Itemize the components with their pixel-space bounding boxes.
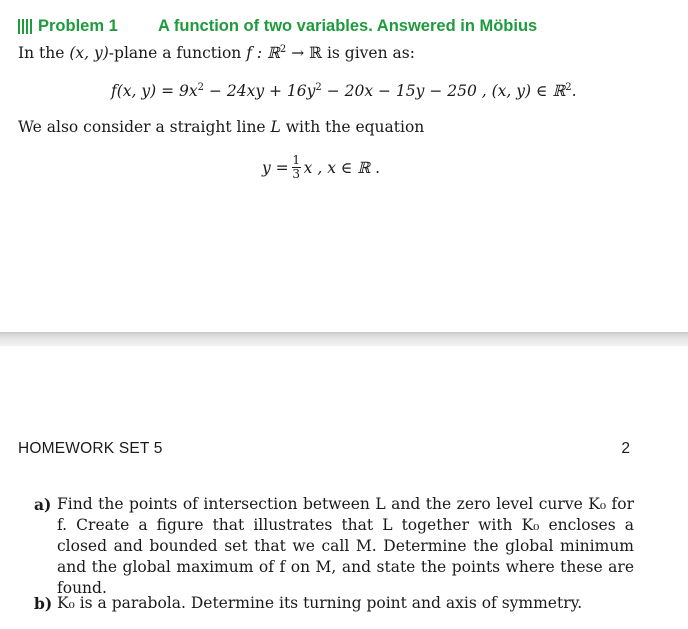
intro-text-mid: -plane a function <box>108 44 247 62</box>
eq-part: − 20x − 15y − 250 , (x, y) ∈ ℝ <box>321 82 566 100</box>
eq-sup: 2 <box>197 82 205 93</box>
eq-sup: 2 <box>565 82 572 93</box>
fraction-numerator: 1 <box>292 153 300 167</box>
intro-text: In the <box>18 44 70 62</box>
superscript: 2 <box>279 44 287 55</box>
function-signature: f : ℝ <box>246 44 280 62</box>
line-symbol: L <box>270 118 281 136</box>
eq2-right: x , x ∈ ℝ . <box>303 158 380 177</box>
question-text: Find the points of intersection between L and the zero level curve K₀ for f. Create a figure that illustrates that L together with K₀ encloses a closed and bounded set that we call M. Determine the global minimum and the global maximum of f on M, and state the points where these are found. <box>57 495 634 597</box>
page-divider <box>0 332 688 346</box>
line-text: We also consider a straight line <box>18 118 271 136</box>
bars-icon <box>18 19 32 34</box>
intro-paragraph <box>18 44 415 62</box>
page-number: 2 <box>621 440 630 457</box>
problem-label: Problem 1 <box>38 16 118 35</box>
intro-text-end: → ℝ is given as: <box>286 44 415 62</box>
question-label: b) <box>34 594 53 613</box>
question-label: a) <box>34 495 52 514</box>
homework-title: HOMEWORK SET 5 <box>18 440 163 457</box>
coord-pair: (x, y) <box>69 44 109 62</box>
question-b <box>34 593 634 614</box>
line-equation <box>262 154 380 181</box>
fraction-denominator: 3 <box>292 167 300 181</box>
question-text: K₀ is a parabola. Determine its turning point and axis of symmetry. <box>57 594 583 612</box>
problem-header <box>18 15 118 37</box>
eq2-left: y = <box>262 158 289 177</box>
problem-title: A function of two variables. Answered in Möbius <box>158 17 538 35</box>
eq-part: − 24xy + 16y <box>204 82 316 100</box>
eq-sup: 2 <box>315 82 322 93</box>
eq-part: f(x, y) = 9x <box>111 82 198 100</box>
function-equation <box>111 82 577 100</box>
line-text-end: with the equation <box>280 118 425 136</box>
eq-dot: . <box>571 82 577 100</box>
fraction <box>292 154 301 181</box>
question-a <box>34 494 634 599</box>
line-paragraph <box>18 118 424 136</box>
